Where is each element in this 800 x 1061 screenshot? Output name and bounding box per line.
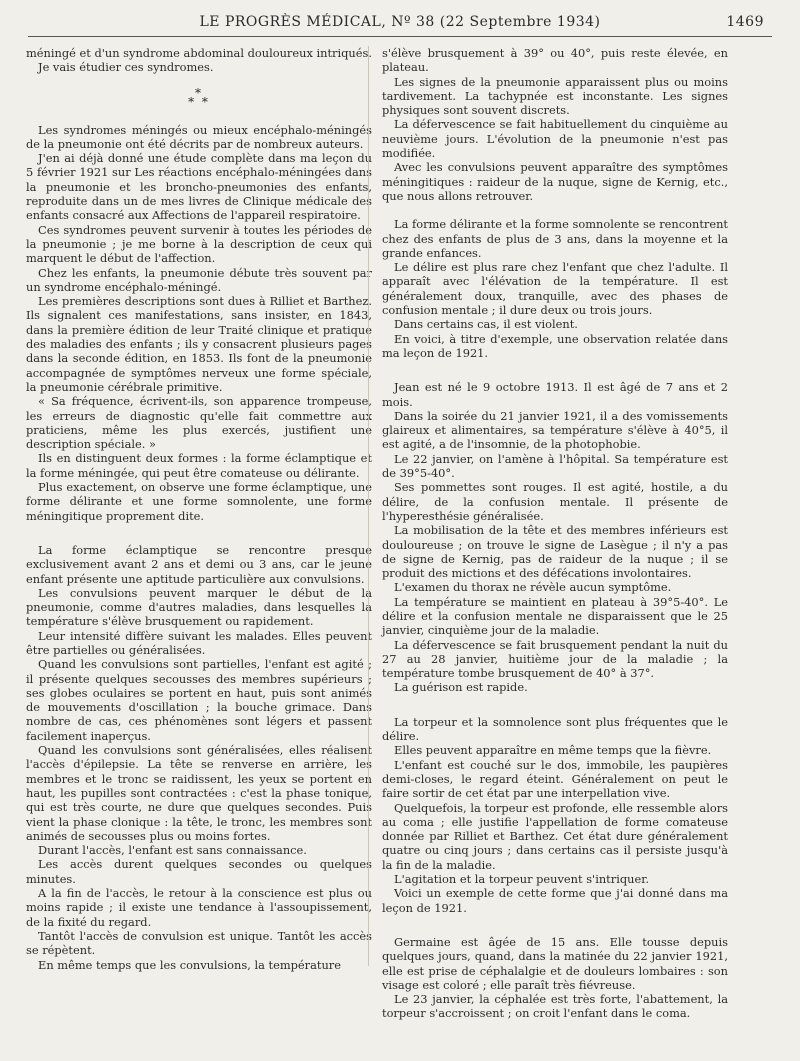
paragraph: Jean est né le 9 octobre 1913. Il est âgé de 7 ans et 2 mois. bbox=[382, 380, 728, 409]
paragraph: Les convulsions peuvent marquer le début de la pneumonie, comme d'autres maladies, dans lesquelles la température s'élève brusquement ou rapidement. bbox=[26, 585, 372, 629]
paragraph: En même temps que les convulsions, la température bbox=[38, 957, 341, 972]
paragraph: La défervescence se fait brusquement pendant la nuit du 27 au 28 janvier, huitième jour de la maladie ; la température tombe brusquement de 40° à 37°. bbox=[382, 637, 728, 681]
journal-title: LE PROGRÈS MÉDICAL, Nº 38 (22 Septembre 1934) bbox=[199, 14, 601, 30]
paragraph: Ses pommettes sont rouges. Il est agité, hostile, a du délire, de la confusion mentale. Il présente de l'hyperesthésie généralisée. bbox=[382, 480, 728, 523]
paragraph: J'en ai déjà donné une étude complète dans ma leçon du 5 février 1921 sur Les réactions encéphalo-méningées dans la pneumonie et les broncho-pneumonies des enfants, reproduite dans un de mes livres de Clinique médicale des enfants consacré aux Affections de l'appareil respiratoire. bbox=[26, 151, 372, 223]
paragraph: s'élève brusquement à 39° ou 40°, puis reste élevée, en plateau. bbox=[382, 46, 728, 75]
paragraph: Quand les convulsions sont généralisées, elles réalisent l'accès d'épilepsie. La tête se renverse en arrière, les membres et le tronc se raidissent, les yeux se portent en haut, les pupilles sont contractées : c'est la phase tonique, qui est très courte, ne dure que quelques secondes. Puis vient la phase clonique : la tête, le tronc, les membres sont animés de secousses plus ou moins fortes. bbox=[26, 743, 372, 843]
paragraph: Ils en distinguent deux formes : la forme éclamptique et la forme méningée, qui peut être comateuse ou délirante. bbox=[26, 451, 372, 480]
paragraph: La défervescence se fait habituellement du cinquième au neuvième jours. L'évolution de la pneumonie n'est pas modifiée. bbox=[382, 117, 728, 161]
paragraph: Le 22 janvier, on l'amène à l'hôpital. Sa température est de 39°5-40°. bbox=[382, 451, 728, 481]
paragraph: L'agitation et la torpeur peuvent s'intriquer. bbox=[394, 872, 650, 887]
paragraph: La mobilisation de la tête et des membres inférieurs est douloureuse ; on trouve le signe de Lasègue ; il n'y a pas de signe de Kernig, pas de raideur de la nuque ; il se produit des mictions et des défécations involontaires. bbox=[382, 523, 728, 581]
paragraph: La guérison est rapide. bbox=[394, 680, 528, 695]
paragraph: Durant l'accès, l'enfant est sans connaissance. bbox=[38, 843, 307, 858]
section-ornament: * * * bbox=[188, 85, 210, 109]
paragraph: Ces syndromes peuvent survenir à toutes les périodes de la pneumonie ; je me borne à la description de ceux qui marquent le début de l'affection. bbox=[26, 222, 372, 266]
paragraph: La forme délirante et la forme somnolente se rencontrent chez des enfants de plus de 3 ans, dans la moyenne et la grande enfances. bbox=[382, 217, 728, 260]
paragraph: Dans certains cas, il est violent. bbox=[394, 317, 578, 332]
running-header bbox=[28, 14, 772, 36]
page-number: 1469 bbox=[726, 14, 764, 30]
paragraph: Avec les convulsions peuvent apparaître des symptômes méningitiques : raideur de la nuque, signe de Kernig, etc., que nous allons retrouver. bbox=[382, 160, 728, 203]
paragraph: A la fin de l'accès, le retour à la conscience est plus ou moins rapide ; il existe une tendance à l'assoupissement, de la fixité du regard. bbox=[26, 886, 372, 929]
column-divider bbox=[368, 46, 369, 966]
paragraph: Leur intensité diffère suivant les malades. Elles peuvent être partielles ou généralisées. bbox=[26, 628, 372, 657]
paragraph: Je vais étudier ces syndromes. bbox=[38, 60, 214, 75]
paragraph: La torpeur et la somnolence sont plus fréquentes que le délire. bbox=[382, 714, 728, 744]
paragraph: La température se maintient en plateau à 39°5-40°. Le délire et la confusion mentale ne disparaissent que le 25 janvier, cinquième jour de la maladie. bbox=[382, 594, 728, 638]
paragraph: Germaine est âgée de 15 ans. Elle tousse depuis quelques jours, quand, dans la matinée du 22 janvier 1921, elle est prise de céphalalgie et de douleurs lombaires : son visage est coloré ; elle paraît très fiévreuse. bbox=[382, 934, 728, 992]
paragraph: Tantôt l'accès de convulsion est unique. Tantôt les accès se répètent. bbox=[26, 928, 372, 958]
paragraph: L'examen du thorax ne révèle aucun symptôme. bbox=[394, 580, 672, 595]
right-column bbox=[382, 46, 728, 1021]
paragraph: « Sa fréquence, écrivent-ils, son apparence trompeuse, les erreurs de diagnostic qu'elle fait commettre aux praticiens, même les plus exercés, justifient une description spéciale. » bbox=[26, 394, 372, 452]
paragraph: Voici un exemple de cette forme que j'ai donné dans ma leçon de 1921. bbox=[382, 886, 728, 915]
paragraph: Le délire est plus rare chez l'enfant que chez l'adulte. Il apparaît avec l'élévation de la température. Il est généralement doux, tranquille, avec des phases de confusion mentale ; il dure deux ou trois jours. bbox=[382, 260, 728, 318]
paragraph: Les signes de la pneumonie apparaissent plus ou moins tardivement. La tachypnée est inconstante. Les signes physiques sont souvent discrets. bbox=[382, 74, 728, 118]
paragraph: Les premières descriptions sont dues à Rilliet et Barthez. Ils signalent ces manifestations, sans insister, en 1843, dans la première édition de leur Traité clinique et pratique des maladies des enfants ; ils y consacrent plusieurs pages dans la seconde édition, en 1853. Ils font de la pneumonie accompagnée de symptômes nerveux une forme spéciale, la pneumonie cérébrale primitive. bbox=[26, 294, 372, 394]
paragraph: Quelquefois, la torpeur est profonde, elle ressemble alors au coma ; elle justifie l'appellation de forme comateuse donnée par Rilliet et Barthez. Cet état dure généralement quatre ou cinq jours ; dans certains cas il persiste jusqu'à la fin de la maladie. bbox=[382, 800, 728, 872]
paragraph: Les accès durent quelques secondes ou quelques minutes. bbox=[26, 857, 372, 886]
left-column bbox=[26, 46, 372, 972]
paragraph: L'enfant est couché sur le dos, immobile, les paupières demi-closes, le regard éteint. Généralement on peut le faire sortir de cet état par une interpellation vive. bbox=[382, 757, 728, 801]
paragraph: Quand les convulsions sont partielles, l'enfant est agité ; il présente quelques secousses des membres supérieurs ; ses globes oculaires se portent en haut, puis sont animés de mouvements d'oscillation ; la bouche grimace. Dans nombre de cas, ces phénomènes sont légers et passent facilement inaperçus. bbox=[26, 657, 372, 743]
paragraph: Dans la soirée du 21 janvier 1921, il a des vomissements glaireux et alimentaires, sa température s'élève à 40°5, il est agité, a de l'insomnie, de la photophobie. bbox=[382, 408, 728, 452]
paragraph: Chez les enfants, la pneumonie débute très souvent par un syndrome encéphalo-méningé. bbox=[26, 265, 372, 294]
paragraph: Le 23 janvier, la céphalée est très forte, l'abattement, la torpeur s'accroissent ; on croit l'enfant dans le coma. bbox=[382, 992, 728, 1021]
paragraph: Plus exactement, on observe une forme éclamptique, une forme délirante et une forme somnolente, une forme méningitique proprement dite. bbox=[26, 480, 372, 523]
paragraph: Elles peuvent apparaître en même temps que la fièvre. bbox=[394, 743, 712, 758]
paragraph: En voici, à titre d'exemple, une observation relatée dans ma leçon de 1921. bbox=[382, 331, 728, 360]
paragraph: méningé et d'un syndrome abdominal douloureux intriqués. bbox=[26, 46, 372, 60]
paragraph: Les syndromes méningés ou mieux encéphalo-méningés de la pneumonie ont été décrits par de nombreux auteurs. bbox=[26, 122, 372, 151]
paragraph: La forme éclamptique se rencontre presque exclusivement avant 2 ans et demi ou 3 ans, car le jeune enfant présente une aptitude particulière aux convulsions. bbox=[26, 542, 372, 586]
header-rule bbox=[28, 36, 772, 37]
